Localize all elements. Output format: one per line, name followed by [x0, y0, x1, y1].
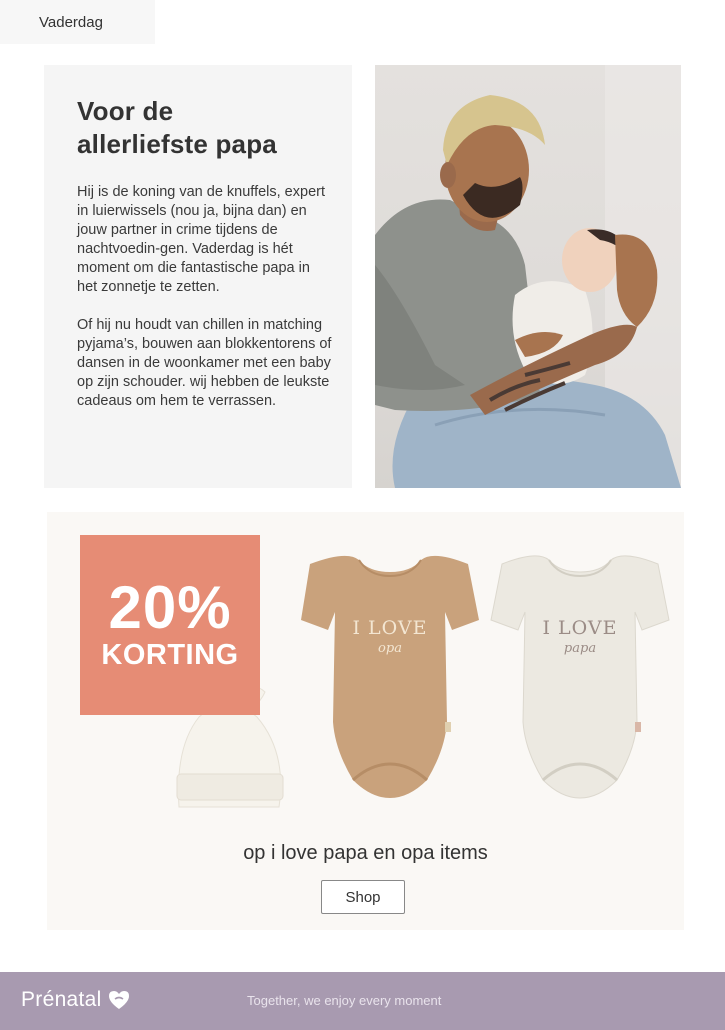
- father-baby-illustration: [375, 65, 681, 488]
- brand-logo[interactable]: Prénatal: [21, 988, 102, 1011]
- promo-caption: op i love papa en opa items: [243, 842, 488, 864]
- footer-tagline: Together, we enjoy every moment: [247, 993, 442, 1008]
- intro-paragraph-2: Of hij nu houdt van chillen in matching pyjama’s, bouwen aan blokkentorens of dansen in de woonkamer met een baby op zijn schouder. wij hebben de leukste cadeaus om hem te verrassen.: [77, 317, 332, 409]
- intro-title-line1: Voor de: [77, 96, 174, 126]
- discount-label: KORTING: [101, 639, 239, 671]
- category-tag: Vaderdag: [0, 0, 155, 44]
- intro-title-line2: allerliefste papa: [77, 129, 277, 159]
- father-baby-photo: [375, 65, 681, 488]
- promo-section: [47, 512, 684, 930]
- bodysuit-opa-print: [333, 617, 447, 656]
- bodysuit-papa-line2: papa: [563, 641, 597, 656]
- discount-percent: 20%: [108, 574, 232, 641]
- bodysuit-papa-print: [523, 617, 637, 656]
- bodysuit-papa-product[interactable]: [491, 556, 669, 798]
- shop-button[interactable]: Shop: [321, 880, 405, 914]
- discount-badge: [80, 535, 260, 715]
- heart-logo-icon: [108, 990, 130, 1010]
- intro-title: [77, 95, 332, 161]
- intro-card: [44, 65, 352, 488]
- bodysuit-opa-product[interactable]: [301, 556, 479, 798]
- bodysuit-opa-line1: I LOVE: [352, 617, 428, 639]
- bodysuit-opa-line2: opa: [378, 641, 402, 656]
- bodysuit-papa-line1: I LOVE: [542, 617, 618, 639]
- intro-paragraph-1: Hij is de koning van de knuffels, expert in luierwissels (nou ja, bijna dan) en jouw partner in crime tijdens de nachtvoedin-gen. Vaderdag is hét moment om die fantastische papa in het zonnetje te zetten.: [77, 184, 325, 295]
- footer: [0, 972, 725, 1030]
